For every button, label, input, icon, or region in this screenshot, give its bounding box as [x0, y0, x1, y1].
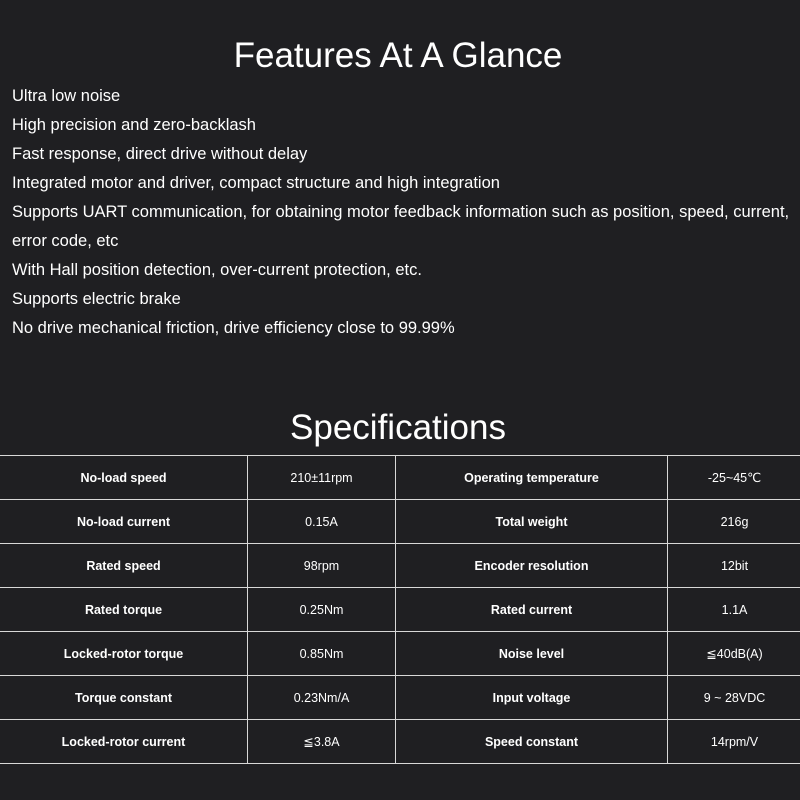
spec-value: 0.25Nm	[248, 588, 396, 632]
spec-label: No-load current	[0, 500, 248, 544]
spec-value: 0.23Nm/A	[248, 676, 396, 720]
table-row	[0, 720, 800, 764]
table-row	[0, 544, 800, 588]
table-row	[0, 632, 800, 676]
feature-list	[12, 82, 798, 343]
spec-label: Total weight	[396, 500, 668, 544]
spec-value: 0.15A	[248, 500, 396, 544]
feature-item: Fast response, direct drive without delay	[12, 145, 308, 163]
spec-value: 210±11rpm	[248, 456, 396, 500]
spec-label: Rated torque	[0, 588, 248, 632]
spec-value: 98rpm	[248, 544, 396, 588]
table-row	[0, 456, 800, 500]
specifications-table	[0, 455, 800, 764]
table-row	[0, 588, 800, 632]
specifications-title: Specifications	[290, 408, 506, 447]
spec-value: ≦3.8A	[248, 720, 396, 764]
spec-label: Rated speed	[0, 544, 248, 588]
features-title: Features At A Glance	[233, 36, 563, 75]
spec-value: 1.1A	[668, 588, 800, 632]
table-row	[0, 676, 800, 720]
spec-label: No-load speed	[0, 456, 248, 500]
spec-value: 9 ~ 28VDC	[668, 676, 800, 720]
spec-label: Speed constant	[396, 720, 668, 764]
spec-value: 0.85Nm	[248, 632, 396, 676]
spec-label: Encoder resolution	[396, 544, 668, 588]
table-row	[0, 500, 800, 544]
spec-label: Rated current	[396, 588, 668, 632]
spec-label: Locked-rotor torque	[0, 632, 248, 676]
spec-value: -25~45℃	[668, 456, 800, 500]
spec-label: Operating temperature	[396, 456, 668, 500]
spec-label: Locked-rotor current	[0, 720, 248, 764]
feature-item: Integrated motor and driver, compact structure and high integration	[12, 174, 500, 192]
spec-value: ≦40dB(A)	[668, 632, 800, 676]
spec-value: 216g	[668, 500, 800, 544]
feature-item: High precision and zero-backlash	[12, 116, 256, 134]
feature-item: Supports electric brake	[12, 290, 181, 308]
spec-label: Noise level	[396, 632, 668, 676]
spec-value: 12bit	[668, 544, 800, 588]
spec-label: Input voltage	[396, 676, 668, 720]
spec-label: Torque constant	[0, 676, 248, 720]
feature-item: No drive mechanical friction, drive efficiency close to 99.99%	[12, 319, 455, 337]
spec-value: 14rpm/V	[668, 720, 800, 764]
feature-item: Ultra low noise	[12, 87, 121, 105]
feature-item: With Hall position detection, over-current protection, etc.	[12, 261, 422, 279]
feature-item: Supports UART communication, for obtaining motor feedback information such as position, speed, current, error code, etc	[12, 203, 790, 250]
